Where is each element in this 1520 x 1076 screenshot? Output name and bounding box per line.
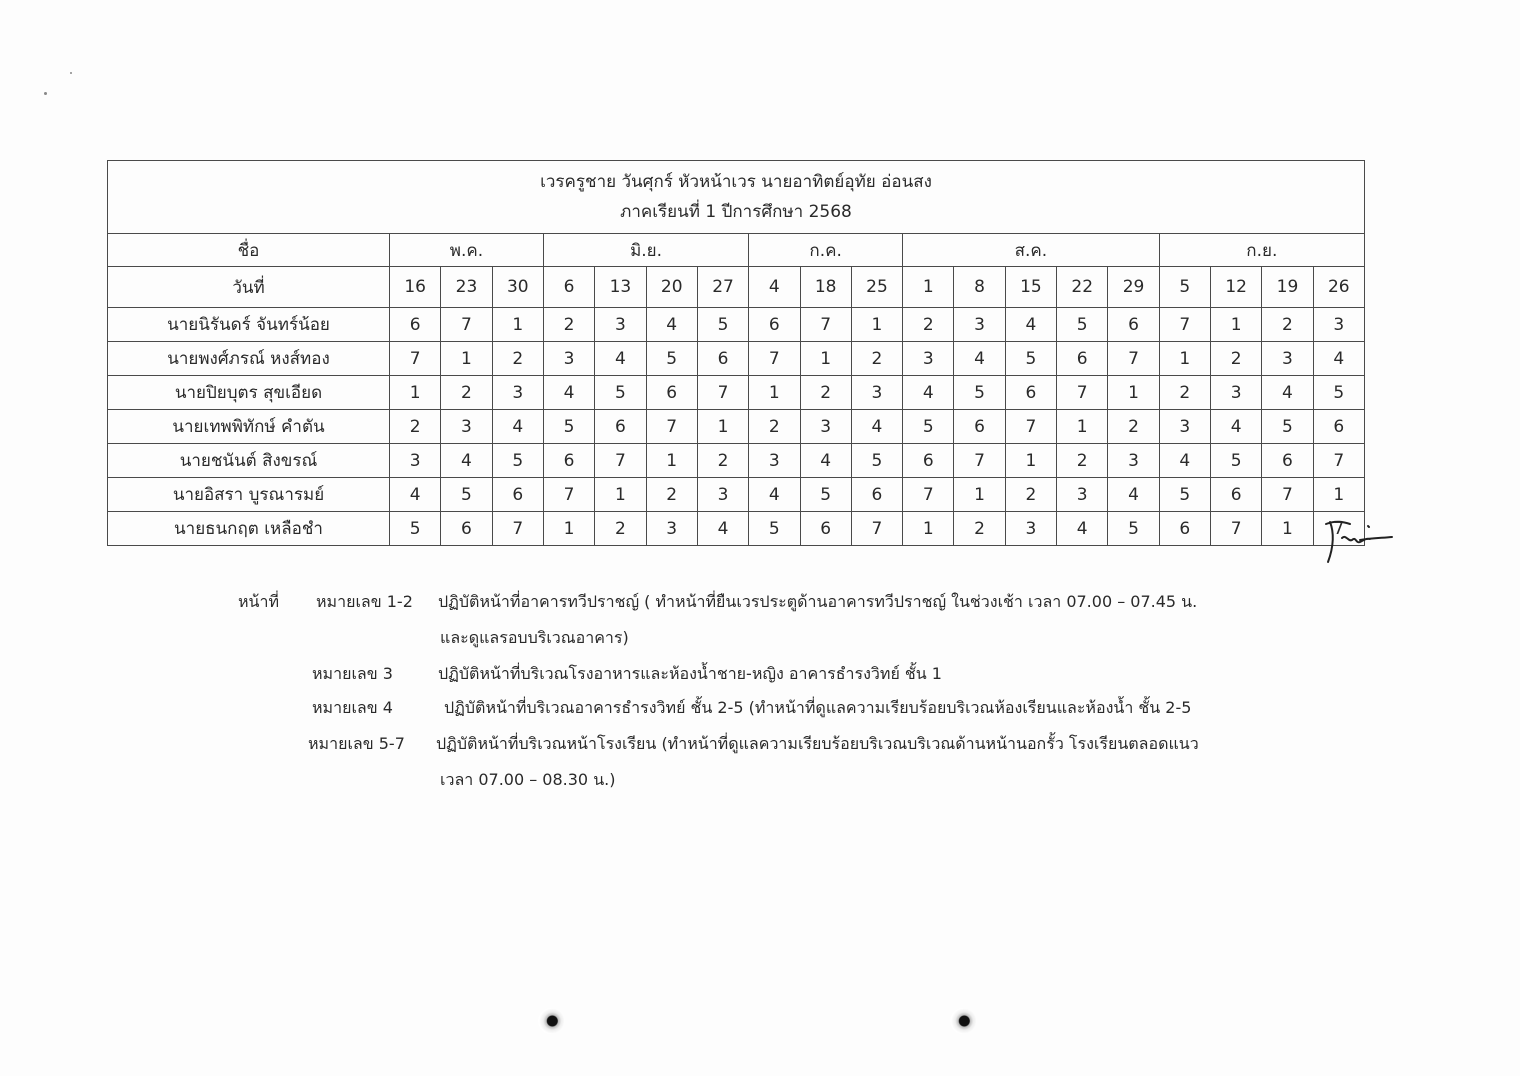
duty-number: 4 — [800, 444, 851, 478]
duty-number: 6 — [1057, 342, 1108, 376]
date-header: 13 — [595, 267, 646, 308]
duty-number: 5 — [1005, 342, 1056, 376]
date-header: 6 — [543, 267, 594, 308]
duty-number: 6 — [749, 308, 800, 342]
teacher-name: นายเทพพิทักษ์ คำตัน — [108, 410, 390, 444]
duty-number: 6 — [595, 410, 646, 444]
duty-number: 3 — [697, 478, 748, 512]
duty-number: 1 — [697, 410, 748, 444]
name-column-header: ชื่อ — [108, 234, 390, 267]
duty-number: 2 — [1057, 444, 1108, 478]
duty-number: 3 — [954, 308, 1005, 342]
duty-number: 7 — [1108, 342, 1159, 376]
duty-number: 7 — [1313, 444, 1364, 478]
duty-number: 6 — [543, 444, 594, 478]
duty-number: 5 — [1159, 478, 1210, 512]
duty-number: 3 — [595, 308, 646, 342]
month-header: มิ.ย. — [543, 234, 748, 267]
duty-code: หมายเลข 4 — [312, 698, 393, 717]
duty-number: 7 — [1159, 308, 1210, 342]
month-header: ก.ย. — [1159, 234, 1364, 267]
duty-number: 3 — [492, 376, 543, 410]
teacher-name: นายธนกฤต เหลือชำ — [108, 512, 390, 546]
duty-number: 4 — [749, 478, 800, 512]
duty-number: 2 — [749, 410, 800, 444]
duty-number: 7 — [441, 308, 492, 342]
duty-number: 3 — [1159, 410, 1210, 444]
duty-number: 2 — [646, 478, 697, 512]
duty-number: 5 — [1211, 444, 1262, 478]
duty-number: 1 — [1108, 376, 1159, 410]
duty-number: 5 — [646, 342, 697, 376]
table-row — [108, 308, 1365, 342]
duty-number: 1 — [646, 444, 697, 478]
duty-number: 4 — [954, 342, 1005, 376]
duty-number: 7 — [390, 342, 441, 376]
duty-number: 3 — [851, 376, 902, 410]
duty-number: 3 — [1262, 342, 1313, 376]
duty-number: 5 — [1108, 512, 1159, 546]
duty-number: 2 — [800, 376, 851, 410]
duty-number: 3 — [800, 410, 851, 444]
duty-number: 2 — [441, 376, 492, 410]
duty-number: 5 — [1313, 376, 1364, 410]
duty-number: 7 — [1005, 410, 1056, 444]
duty-text: ปฏิบัติหน้าที่อาคารทวีปราชญ์ ( ทำหน้าที่ยืนเวรประตูด้านอาคารทวีปราชญ์ ในช่วงเช้า เวลา 07.00 – 07.45 น. — [438, 592, 1198, 611]
date-header: 8 — [954, 267, 1005, 308]
duty-number: 4 — [1211, 410, 1262, 444]
date-header: 26 — [1313, 267, 1364, 308]
duty-number: 2 — [1262, 308, 1313, 342]
date-header: 27 — [697, 267, 748, 308]
duty-number: 2 — [954, 512, 1005, 546]
date-header: 5 — [1159, 267, 1210, 308]
duty-label: หน้าที่ — [238, 592, 280, 611]
duty-code: หมายเลข 5-7 — [308, 734, 405, 753]
duty-number: 5 — [390, 512, 441, 546]
duty-number: 7 — [492, 512, 543, 546]
date-header: 15 — [1005, 267, 1056, 308]
duty-text: ปฏิบัติหน้าที่บริเวณอาคารธำรงวิทย์ ชั้น 2-5 (ทำหน้าที่ดูแลความเรียบร้อยบริเวณห้องเรียนและห้องน้ำ ชั้น 2-5 — [444, 698, 1192, 717]
duty-number: 5 — [851, 444, 902, 478]
teacher-name: นายพงศ์ภรณ์ หงส์ทอง — [108, 342, 390, 376]
duty-number: 2 — [492, 342, 543, 376]
duty-number: 3 — [1005, 512, 1056, 546]
duty-number: 6 — [390, 308, 441, 342]
duty-number: 4 — [441, 444, 492, 478]
duty-number: 4 — [903, 376, 954, 410]
duty-number: 5 — [954, 376, 1005, 410]
duty-number: 3 — [1211, 376, 1262, 410]
teacher-name: นายอิสรา บูรณารมย์ — [108, 478, 390, 512]
duty-number: 1 — [1211, 308, 1262, 342]
duty-number: 7 — [954, 444, 1005, 478]
duty-number: 3 — [441, 410, 492, 444]
punch-hole — [538, 1008, 564, 1034]
duty-number: 2 — [903, 308, 954, 342]
duty-number: 5 — [800, 478, 851, 512]
duty-number: 2 — [697, 444, 748, 478]
duty-number: 1 — [1005, 444, 1056, 478]
duty-number: 2 — [595, 512, 646, 546]
duty-number: 6 — [1211, 478, 1262, 512]
date-header: 30 — [492, 267, 543, 308]
duty-text-continued: เวลา 07.00 – 08.30 น.) — [440, 770, 616, 789]
duty-number: 1 — [390, 376, 441, 410]
duty-text: ปฏิบัติหน้าที่บริเวณโรงอาหารและห้องน้ำชาย-หญิง อาคารธำรงวิทย์ ชั้น 1 — [438, 664, 942, 683]
duty-number: 5 — [697, 308, 748, 342]
duty-number: 6 — [1108, 308, 1159, 342]
duty-number: 4 — [1313, 342, 1364, 376]
date-row-label: วันที่ — [108, 267, 390, 308]
duty-number: 3 — [903, 342, 954, 376]
month-header: ก.ค. — [749, 234, 903, 267]
month-header: พ.ค. — [390, 234, 544, 267]
duty-number: 5 — [441, 478, 492, 512]
duty-number: 4 — [1159, 444, 1210, 478]
duty-number: 3 — [1313, 308, 1364, 342]
duty-number: 5 — [903, 410, 954, 444]
table-row — [108, 478, 1365, 512]
date-header: 12 — [1211, 267, 1262, 308]
date-header: 4 — [749, 267, 800, 308]
duty-number: 5 — [595, 376, 646, 410]
duty-number: 6 — [800, 512, 851, 546]
duty-number: 3 — [543, 342, 594, 376]
roster-title: เวรครูชาย วันศุกร์ หัวหน้าเวร นายอาทิตย์อุทัย อ่อนสง — [540, 172, 932, 192]
signature-mark — [1322, 512, 1394, 568]
date-header: 25 — [851, 267, 902, 308]
duty-number: 6 — [1313, 410, 1364, 444]
duty-number: 7 — [1211, 512, 1262, 546]
duty-roster-table — [107, 160, 1365, 546]
duty-number: 3 — [749, 444, 800, 478]
duty-number: 1 — [595, 478, 646, 512]
duty-number: 1 — [1262, 512, 1313, 546]
table-row — [108, 444, 1365, 478]
duty-number: 7 — [1313, 512, 1364, 546]
table-row — [108, 376, 1365, 410]
duty-number: 1 — [851, 308, 902, 342]
duty-number: 1 — [492, 308, 543, 342]
duty-number: 3 — [390, 444, 441, 478]
duty-number: 4 — [492, 410, 543, 444]
month-header: ส.ค. — [903, 234, 1160, 267]
duty-number: 5 — [543, 410, 594, 444]
duty-number: 3 — [1108, 444, 1159, 478]
duty-number: 6 — [1159, 512, 1210, 546]
duty-number: 7 — [800, 308, 851, 342]
duty-number: 2 — [1005, 478, 1056, 512]
duty-number: 1 — [749, 376, 800, 410]
date-header: 22 — [1057, 267, 1108, 308]
duty-number: 4 — [1262, 376, 1313, 410]
duty-number: 5 — [749, 512, 800, 546]
duty-number: 1 — [1159, 342, 1210, 376]
duty-number: 4 — [390, 478, 441, 512]
duty-number: 7 — [697, 376, 748, 410]
duty-number: 6 — [646, 376, 697, 410]
duty-number: 6 — [697, 342, 748, 376]
date-header: 18 — [800, 267, 851, 308]
duty-number: 5 — [1262, 410, 1313, 444]
duty-number: 6 — [441, 512, 492, 546]
duty-number: 7 — [595, 444, 646, 478]
duty-number: 4 — [646, 308, 697, 342]
duty-number: 3 — [1057, 478, 1108, 512]
table-row — [108, 342, 1365, 376]
duty-number: 1 — [903, 512, 954, 546]
duty-number: 1 — [800, 342, 851, 376]
date-header: 23 — [441, 267, 492, 308]
date-header: 29 — [1108, 267, 1159, 308]
teacher-name: นายปิยบุตร สุขเอียด — [108, 376, 390, 410]
semester-title: ภาคเรียนที่ 1 ปีการศึกษา 2568 — [620, 202, 852, 222]
table-title — [108, 161, 1365, 234]
teacher-name: นายนิรันดร์ จันทร์น้อย — [108, 308, 390, 342]
duty-number: 7 — [646, 410, 697, 444]
paper-speck — [44, 92, 47, 95]
duty-number: 7 — [851, 512, 902, 546]
duty-code: หมายเลข 1-2 — [316, 592, 413, 611]
table-row — [108, 410, 1365, 444]
duty-number: 2 — [851, 342, 902, 376]
duty-number: 4 — [1005, 308, 1056, 342]
duty-number: 2 — [543, 308, 594, 342]
duty-number: 6 — [492, 478, 543, 512]
duty-number: 4 — [595, 342, 646, 376]
duty-number: 2 — [1108, 410, 1159, 444]
month-header-row — [108, 234, 1365, 267]
duty-number: 4 — [1108, 478, 1159, 512]
duty-number: 1 — [1313, 478, 1364, 512]
duty-number: 4 — [1057, 512, 1108, 546]
date-header-row — [108, 267, 1365, 308]
date-header: 16 — [390, 267, 441, 308]
duty-number: 6 — [851, 478, 902, 512]
paper-speck — [70, 72, 72, 74]
table-title-row — [108, 161, 1365, 234]
duty-number: 2 — [1211, 342, 1262, 376]
duty-number: 4 — [543, 376, 594, 410]
duty-number: 6 — [1262, 444, 1313, 478]
date-header: 20 — [646, 267, 697, 308]
duty-number: 6 — [903, 444, 954, 478]
duty-text-continued: และดูแลรอบบริเวณอาคาร) — [440, 628, 629, 647]
duty-number: 4 — [851, 410, 902, 444]
duty-number: 7 — [749, 342, 800, 376]
table-row — [108, 512, 1365, 546]
duty-code: หมายเลข 3 — [312, 664, 393, 683]
teacher-name: นายชนันต์ สิงขรณ์ — [108, 444, 390, 478]
duty-number: 7 — [903, 478, 954, 512]
duty-number: 6 — [1005, 376, 1056, 410]
duty-number: 7 — [1057, 376, 1108, 410]
duty-number: 5 — [1057, 308, 1108, 342]
duty-number: 1 — [441, 342, 492, 376]
duty-number: 1 — [543, 512, 594, 546]
duty-number: 3 — [646, 512, 697, 546]
punch-hole — [950, 1008, 976, 1034]
duty-number: 4 — [697, 512, 748, 546]
date-header: 1 — [903, 267, 954, 308]
duty-number: 6 — [954, 410, 1005, 444]
date-header: 19 — [1262, 267, 1313, 308]
duty-number: 2 — [1159, 376, 1210, 410]
duty-number: 1 — [1057, 410, 1108, 444]
duty-number: 7 — [1262, 478, 1313, 512]
duty-number: 1 — [954, 478, 1005, 512]
duty-number: 5 — [492, 444, 543, 478]
duty-text: ปฏิบัติหน้าที่บริเวณหน้าโรงเรียน (ทำหน้าที่ดูแลความเรียบร้อยบริเวณบริเวณด้านหน้านอกรั้ว โรงเรียนตลอดแนว — [436, 734, 1199, 753]
duty-number: 2 — [390, 410, 441, 444]
duty-number: 7 — [543, 478, 594, 512]
